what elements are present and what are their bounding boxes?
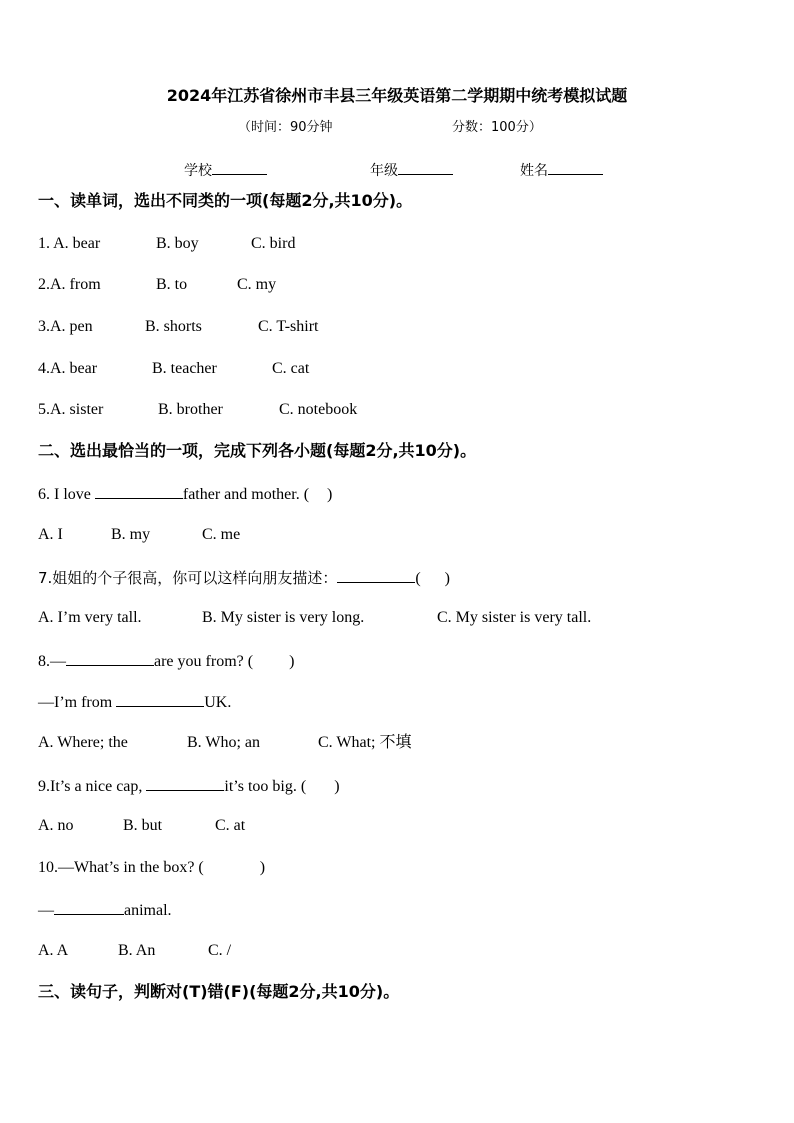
- option-c: C. cat: [272, 360, 310, 377]
- option-a: A. Where; the: [38, 734, 128, 751]
- grade-label: 年级: [370, 163, 398, 179]
- option-c: C. my: [237, 276, 277, 293]
- question-7: [38, 567, 450, 589]
- section-heading-2: 二、选出最恰当的一项，完成下列各小题(每题2分,共10分)。: [38, 441, 477, 460]
- question-9: [38, 775, 340, 797]
- option-b: B. My sister is very long.: [202, 609, 365, 626]
- option-c: C. me: [202, 526, 241, 543]
- question-8-reply: [38, 691, 231, 713]
- option-c: C. /: [208, 942, 232, 959]
- question-text: ): [289, 653, 295, 670]
- question-text: father and mother. (: [182, 486, 310, 503]
- option-c: C. My sister is very tall.: [437, 609, 592, 626]
- name-label: 姓名: [520, 163, 548, 179]
- question-text: UK.: [204, 694, 232, 711]
- option-a: 3.A. pen: [38, 318, 93, 335]
- answer-blank[interactable]: [95, 483, 183, 499]
- question-text: 8.—: [38, 653, 66, 670]
- question-8: [38, 650, 294, 672]
- answer-blank[interactable]: [54, 899, 124, 915]
- question-text: are you from? (: [154, 653, 254, 670]
- question-text: (: [415, 570, 421, 587]
- option-a: A. no: [38, 817, 74, 834]
- option-b: B. An: [118, 942, 156, 959]
- section-heading-1: 一、读单词，选出不同类的一项(每题2分,共10分)。: [38, 191, 413, 210]
- option-a: 2.A. from: [38, 276, 101, 293]
- name-blank[interactable]: [548, 159, 603, 175]
- question-text: —I’m from: [38, 694, 117, 711]
- option-a: A. I: [38, 526, 63, 543]
- question-text: animal.: [124, 902, 172, 919]
- option-b: B. but: [123, 817, 163, 834]
- school-field: [184, 159, 267, 181]
- score-info: 分数：100分）: [452, 120, 542, 135]
- answer-blank[interactable]: [66, 650, 154, 666]
- question-text: it’s too big. (: [224, 778, 307, 795]
- time-info: （时间：90分钟: [238, 120, 333, 135]
- option-b: B. my: [111, 526, 151, 543]
- school-blank[interactable]: [212, 159, 267, 175]
- option-b: B. shorts: [145, 318, 202, 335]
- section-heading-3: 三、读句子，判断对(T)错(F)(每题2分,共10分)。: [38, 982, 400, 1001]
- question-text: ): [327, 486, 333, 503]
- page-title: 2024年江苏省徐州市丰县三年级英语第二学期期中统考模拟试题: [166, 86, 628, 105]
- option-a: 4.A. bear: [38, 360, 98, 377]
- question-text: 10.—What’s in the box? (: [38, 859, 204, 876]
- option-c: C. What; 不填: [318, 734, 412, 751]
- grade-field: [370, 159, 453, 181]
- question-10-reply: [38, 899, 172, 921]
- option-c: C. T-shirt: [258, 318, 319, 335]
- question-text: ): [334, 778, 340, 795]
- option-a: A. A: [38, 942, 69, 959]
- name-field: [520, 159, 603, 181]
- grade-blank[interactable]: [398, 159, 453, 175]
- question-text: —: [38, 902, 54, 919]
- option-b: B. brother: [158, 401, 223, 418]
- answer-blank[interactable]: [337, 567, 415, 583]
- option-a: 1. A. bear: [38, 235, 101, 252]
- question-text: 9.It’s a nice cap,: [38, 778, 147, 795]
- option-c: C. at: [215, 817, 246, 834]
- option-c: C. bird: [251, 235, 296, 252]
- option-c: C. notebook: [279, 401, 358, 418]
- option-b: B. to: [156, 276, 188, 293]
- question-text: 6. I love: [38, 486, 95, 503]
- option-a: 5.A. sister: [38, 401, 104, 418]
- question-6: [38, 483, 332, 505]
- answer-blank[interactable]: [146, 775, 224, 791]
- option-b: B. Who; an: [187, 734, 261, 751]
- option-b: B. teacher: [152, 360, 217, 377]
- question-text: ): [444, 570, 450, 587]
- option-a: A. I’m very tall.: [38, 609, 142, 626]
- question-text: ): [259, 859, 266, 876]
- option-b: B. boy: [156, 235, 199, 252]
- answer-blank[interactable]: [116, 691, 204, 707]
- question-10: [38, 858, 265, 878]
- question-text: 7.姐姐的个子很高，你可以这样向朋友描述：: [38, 569, 338, 587]
- school-label: 学校: [184, 163, 212, 179]
